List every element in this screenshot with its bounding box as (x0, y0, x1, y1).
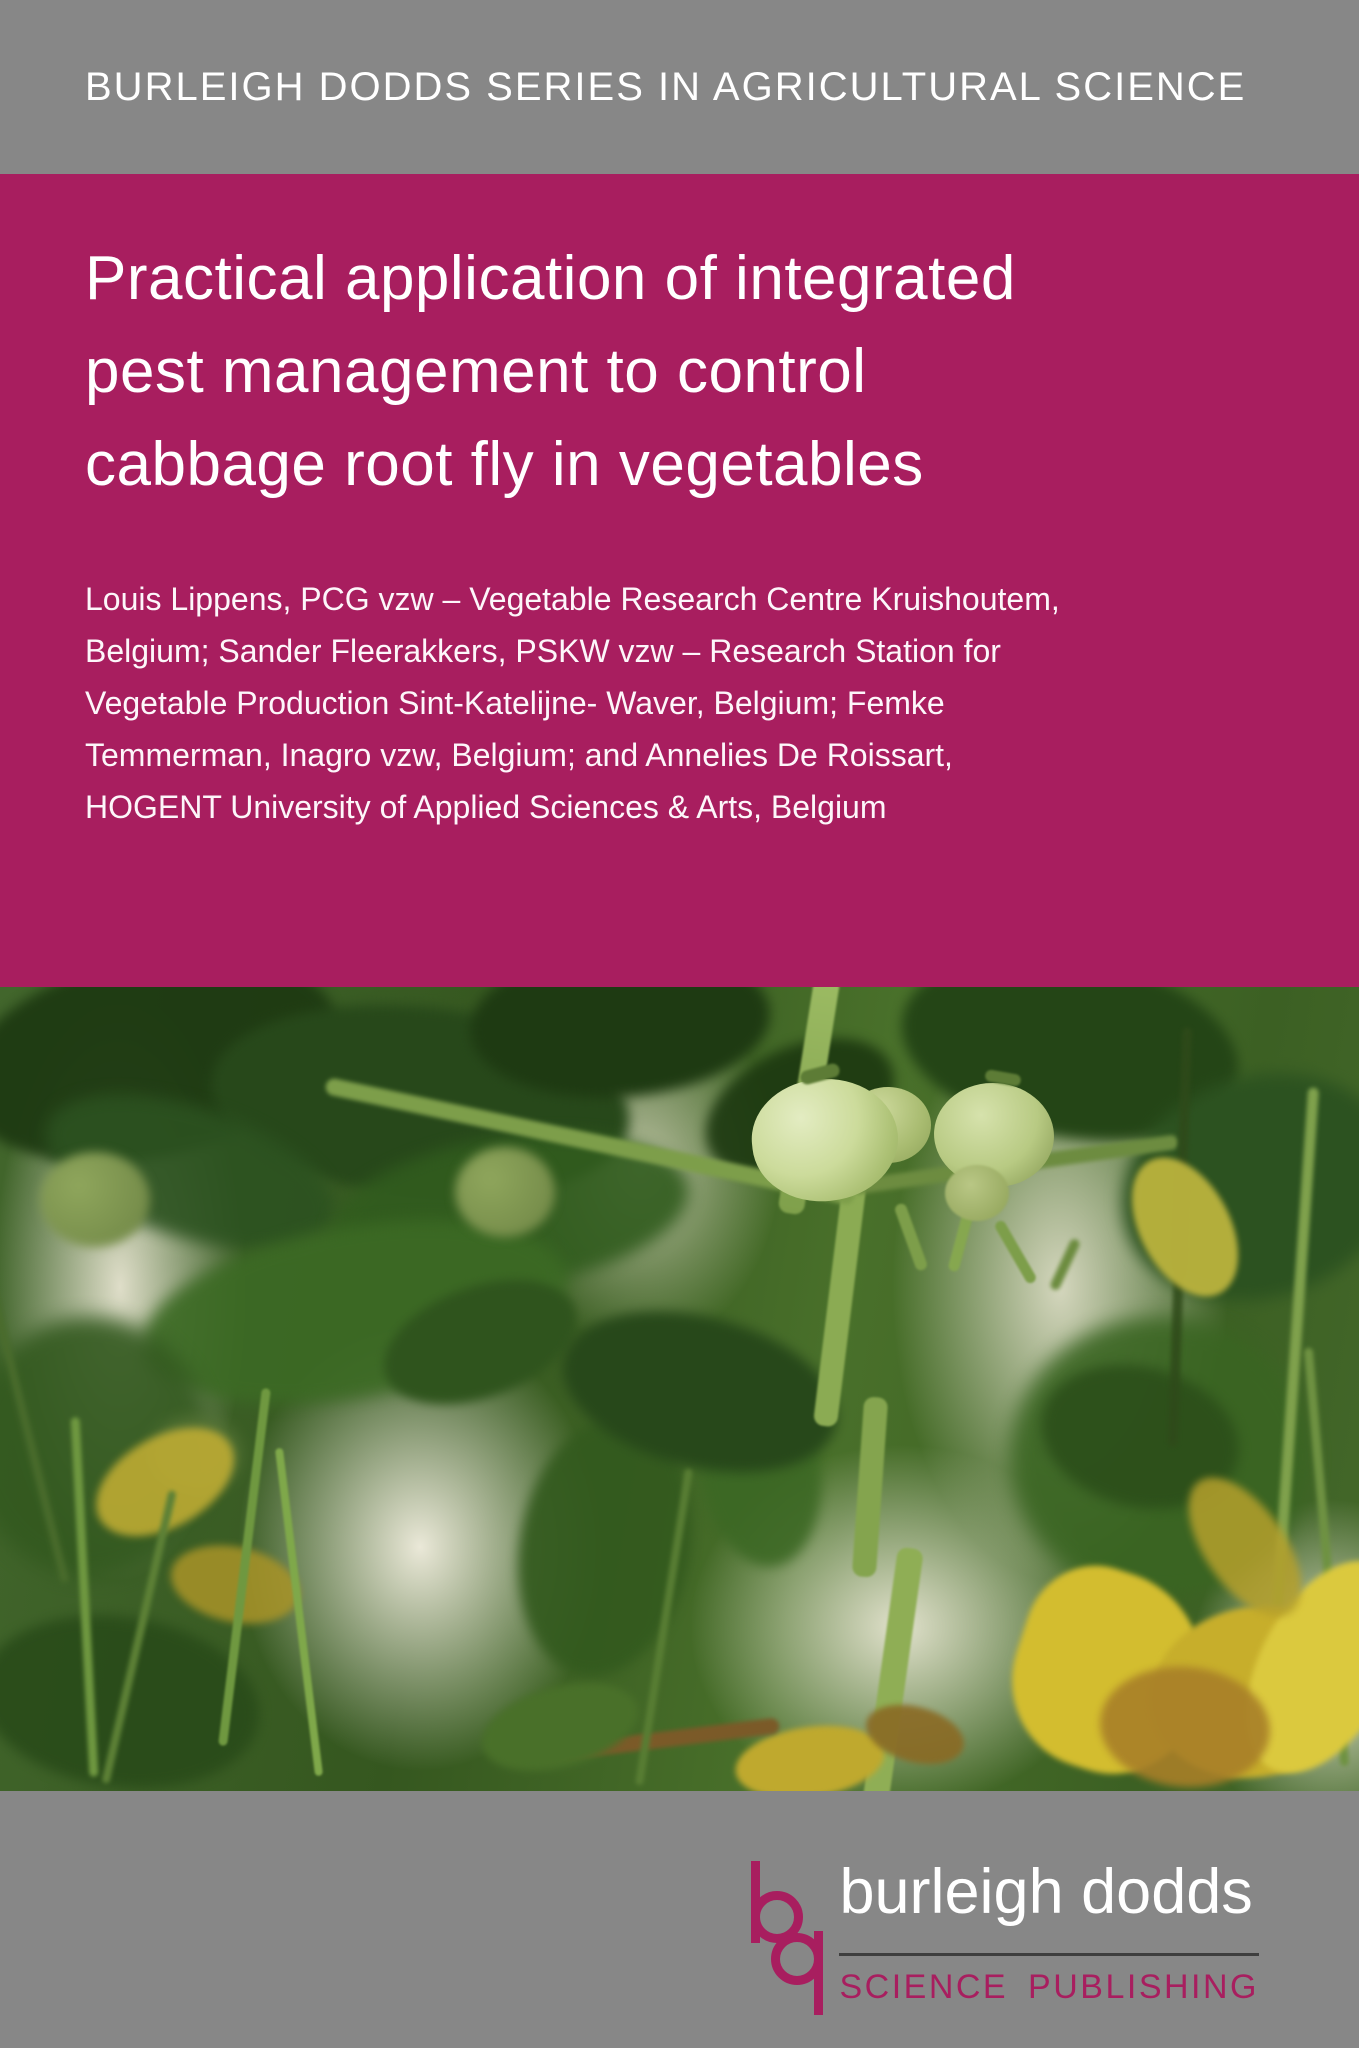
authors-line: Temmerman, Inagro vzw, Belgium; and Annelies De Roissart, (85, 737, 953, 773)
cover-photo (0, 987, 1359, 1791)
fruit-stalk (1049, 1237, 1081, 1291)
bd-monogram-icon (751, 1861, 823, 2015)
authors-line: Louis Lippens, PCG vzw – Vegetable Research Centre Kruishoutem, (85, 581, 1060, 617)
leaf-shape (472, 1668, 647, 1787)
title-line: Practical application of integrated (85, 244, 1016, 313)
fruit-stalk (993, 1219, 1038, 1285)
authors-line: Belgium; Sander Fleerakkers, PSKW vzw – Research Station for (85, 633, 1001, 669)
title-line: cabbage root fly in vegetables (85, 430, 924, 499)
authors-line: Vegetable Production Sint-Katelijne- Waver, Belgium; Femke (85, 685, 945, 721)
publisher-logo (751, 1857, 1259, 2015)
tomato (945, 1165, 1009, 1221)
publisher-tagline: SCIENCE PUBLISHING (839, 1968, 1259, 2006)
publisher-logo-text (839, 1857, 1259, 2007)
authors-text (85, 573, 1060, 833)
page-title (85, 232, 1016, 511)
logo-divider (839, 1953, 1259, 1956)
publisher-name: burleigh dodds (839, 1857, 1253, 1927)
tomato-blurred (455, 1147, 555, 1237)
series-title: BURLEIGH DODDS SERIES IN AGRICULTURAL SCIENCE (85, 64, 1247, 109)
authors-line: HOGENT University of Applied Sciences & Arts, Belgium (85, 789, 887, 825)
stem-shape (852, 1396, 888, 1577)
stem-shape (813, 1176, 867, 1427)
fruit-stalk (947, 1212, 973, 1273)
tomato-blurred (40, 1152, 150, 1247)
publisher-band (0, 1791, 1359, 2048)
title-line: pest management to control (85, 337, 867, 406)
title-block (0, 174, 1359, 987)
series-band (0, 0, 1359, 174)
monogram-d-stem (814, 1931, 823, 2015)
fruit-stalk (893, 1202, 928, 1272)
